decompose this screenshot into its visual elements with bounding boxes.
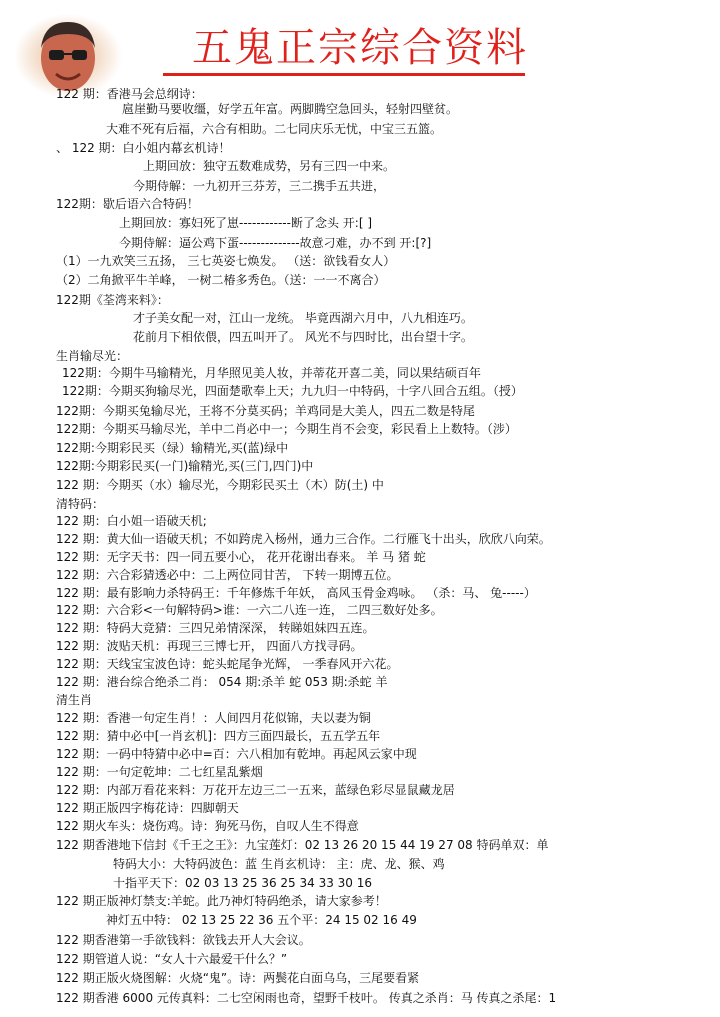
text-line: 神灯五中特： 02 13 25 22 36 五个平：24 15 02 16 49 [106,913,417,927]
text-line: 122 期：香港马会总纲诗： [56,87,203,101]
text-line: 122 期：今期买（水）输尽光，今期彩民买土（木）防(土) 中 [56,478,384,492]
text-line: 122期：今期买兔输尽光，王将不分莫买码；羊鸡同是大美人，四五二数是特尾 [56,404,475,418]
page-title: 五鬼正宗综合资料 [192,25,528,71]
text-line: 122 期：天线宝宝波色诗：蛇头蛇尾争光辉， 一季春风开六花。 [56,657,399,671]
text-line: 122 期：波贴天机：再现三三博七开， 四面八方找寻码。 [56,639,363,653]
text-line: 大难不死有后福，六合有相助。二七同庆乐无忧，中宝三五篮。 [106,122,443,136]
text-line: 122期《荃湾来料》： [56,293,169,307]
text-line: 122 期：六合彩猜透必中：二上两位同甘苦， 下转一期博五位。 [56,568,399,582]
text-line: 花前月下相依偎，四五叫开了。 风光不与四时比，出台望十字。 [133,330,473,344]
text-line: 122 期：香港一句定生肖！：人间四月花似锦，夫以妻为铜 [56,711,371,725]
text-line: 122 期正版四字梅花诗：四脚朝天 [56,801,239,815]
text-line: 122期:今期彩民买（绿）输精光,买(蓝)绿中 [56,441,289,455]
text-line: 122 期正版火烧图解：火烧“鬼”。诗：两鬓花白面乌乌，三尾要看紧 [56,971,420,985]
text-line: 122 期：六合彩<一句解特码>谁：一六二八连一连， 二四三数好处多。 [56,603,443,617]
text-line: 上期回放：独守五数难成势，另有三四一中来。 [143,159,396,173]
title-underline [163,73,525,76]
text-line: 122 期：猜中必中[一肖玄机]：四方三面四最长，五五学五年 [56,729,381,743]
text-line: 今期侍解：逼公鸡下蛋--------------故意刁难，办不到 开:[?] [119,236,432,250]
text-line: 才子美女配一对，江山一龙统。 毕竟西湖六月中，八九相连巧。 [133,311,473,325]
text-line: 清特码： [56,497,105,511]
text-line: 122 期：内部万看花来料：万花开左边三二一五来，蓝绿色彩尽显鼠藏龙居 [56,783,455,797]
text-line: 扈崖勤马要收缰，好学五年富。两脚腾空急回头，轻射四壁贫。 [122,102,459,116]
text-line: 122 期：特码大竞猜：三四兄弟情深深， 转睇姐妹四五连。 [56,621,375,635]
text-line: 今期侍解：一九初开三芬芳，三二携手五共进， [133,179,386,193]
text-line: 122 期火车头：烧伤鸡。诗：狗死马伤，自叹人生不得意 [56,819,359,833]
text-line: 122 期：一句定乾坤：二七红星乱紫烟 [56,765,263,779]
text-line: 122 期香港第一手欲钱料：欲钱去开人大会议。 [56,933,311,947]
text-line: 清生肖 [56,693,93,707]
text-line: 122 期：港台综合绝杀二肖： 054 期:杀羊 蛇 053 期:杀蛇 羊 [56,675,388,689]
text-line: 122 期：白小姐一语破天机; [56,514,207,528]
text-line: （1）一九欢笑三五扬， 三七英姿七焕发。 （送：欲钱看女人） [56,254,396,268]
text-line: 122期:今期彩民买(一门)输精光,买(三门,四门)中 [56,459,314,473]
text-line: 122 期：黄大仙一语破天机；不如跨虎入杨州，通力三合作。二行雁飞十出头，欣欣八向荣。 [56,532,551,546]
text-line: 、 122 期：白小姐内幕玄机诗！ [56,141,231,155]
text-line: 122 期正版神灯禁支:羊蛇。此乃神灯特码绝杀，请大家参考！ [56,894,387,908]
text-line: 122 期管道人说：“女人十六最爱干什么？” [56,952,288,966]
text-line: 122期：今期买狗输尽光，四面楚歌奉上天；九九归一中特码，十字八回合五组。（授） [62,384,523,398]
text-line: 122 期香港 6000 元传真料：二七空闲雨也奇，望野千枝叶。 传真之杀肖：马 传真之杀尾：1 [56,991,557,1005]
text-line: 特码大小：大特码波色：蓝 生肖玄机诗： 主：虎、龙、猴、鸡 [113,857,445,871]
text-line: 十指平天下：02 03 13 25 36 25 34 33 30 16 [113,876,373,890]
text-line: 122 期：最有影响力杀特码王：千年修炼千年妖， 高风玉骨金鸡咏。 （杀：马、 兔-----） [56,586,536,600]
text-line: 上期回放：寡妇死了崽------------断了念头 开:[ ] [119,216,372,230]
text-line: 122期：今期买马输尽光，羊中二肖必中一；今期生肖不会变，彩民看上上数特。（涉） [56,422,517,436]
text-line: 生肖输尽光： [56,349,129,363]
text-line: 122期：今期牛马输精光，月华照见美人妆，并蒂花开喜二美，同以果结硕百年 [62,366,481,380]
text-line: 122期：歇后语六合特码！ [56,197,199,211]
text-line: 122 期：无字天书：四一同五要小心， 花开花谢出春来。 羊 马 猪 蛇 [56,550,426,564]
text-line: 122 期：一码中特猜中必中=百：六八相加有乾坤。再起风云家中现 [56,747,417,761]
text-line: （2）二角掀平牛羊峰， 一树二椿多秀色。（送：一一不离合） [56,273,386,287]
text-line: 122 期香港地下信封《千王之王》：九宝莲灯：02 13 26 20 15 44 19 27 08 特码单双：单 [56,838,549,852]
